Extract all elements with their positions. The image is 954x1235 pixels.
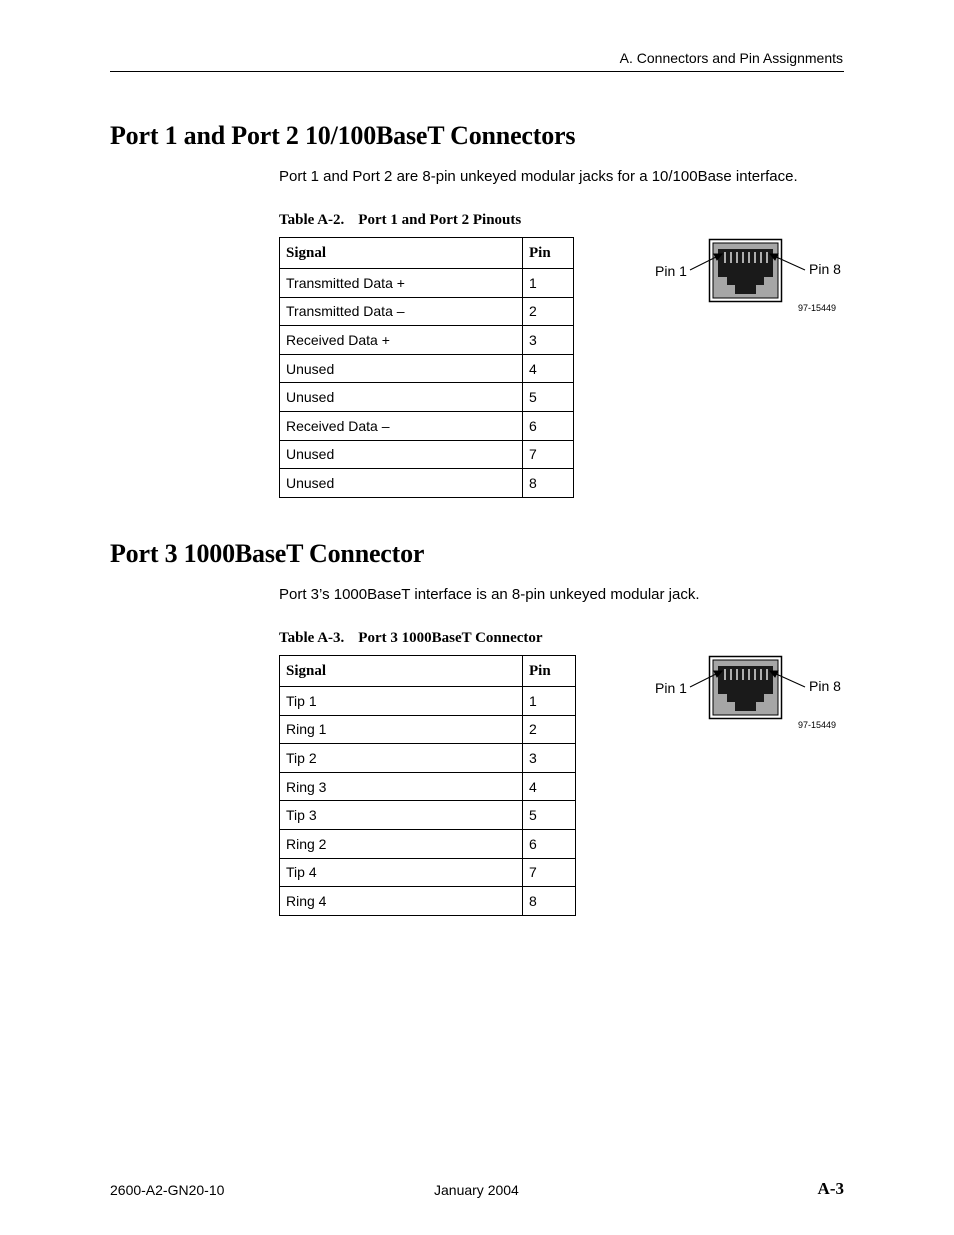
column-header-signal: Signal: [280, 238, 523, 269]
signal-cell: Received Data –: [280, 411, 523, 440]
pin-cell: 4: [523, 354, 574, 383]
table-row: [280, 326, 574, 355]
table-caption-title: Port 1 and Port 2 Pinouts: [358, 212, 522, 228]
footer-date: January 2004: [434, 1182, 519, 1198]
signal-cell: Tip 3: [280, 801, 523, 830]
table-row: [280, 297, 574, 326]
column-header-signal: Signal: [280, 656, 523, 687]
pin-cell: 7: [523, 858, 576, 887]
table-row: [280, 440, 574, 469]
pin-cell: 2: [523, 297, 574, 326]
signal-cell: Transmitted Data +: [280, 269, 523, 298]
signal-cell: Unused: [280, 440, 523, 469]
signal-cell: Tip 1: [280, 687, 523, 716]
pin-cell: 7: [523, 440, 574, 469]
section-title-port1-port2: Port 1 and Port 2 10/100BaseT Connectors: [110, 121, 576, 150]
section-title-port3: Port 3 1000BaseT Connector: [110, 539, 425, 568]
signal-cell: Received Data +: [280, 326, 523, 355]
table-row: [280, 887, 576, 916]
table-caption-number: Table A-2.: [279, 212, 345, 228]
pinout-table-a2: [279, 237, 574, 498]
pin-cell: 2: [523, 715, 576, 744]
column-header-pin: Pin: [523, 656, 576, 687]
table-row: [280, 829, 576, 858]
footer-page-number: A-3: [817, 1179, 844, 1198]
table-caption-number: Table A-3.: [279, 630, 345, 646]
figure-id: 97-15449: [798, 720, 837, 730]
pin-cell: 5: [523, 801, 576, 830]
figure-id: 97-15449: [798, 303, 837, 313]
section-intro-port1-port2: Port 1 and Port 2 are 8-pin unkeyed modular jacks for a 10/100Base interface.: [279, 168, 798, 185]
pin-cell: 8: [523, 887, 576, 916]
signal-cell: Ring 4: [280, 887, 523, 916]
pin-cell: 5: [523, 383, 574, 412]
table-row: [280, 269, 574, 298]
pin1-label: Pin 1: [655, 680, 687, 696]
signal-cell: Unused: [280, 383, 523, 412]
signal-cell: Unused: [280, 354, 523, 383]
signal-cell: Tip 2: [280, 744, 523, 773]
table-row: [280, 687, 576, 716]
table-caption-a3: [279, 630, 543, 647]
pin1-label: Pin 1: [655, 263, 687, 279]
signal-cell: Unused: [280, 469, 523, 498]
pin-cell: 6: [523, 829, 576, 858]
signal-cell: Ring 1: [280, 715, 523, 744]
section-intro-port3: Port 3’s 1000BaseT interface is an 8-pin unkeyed modular jack.: [279, 586, 700, 603]
pin-cell: 3: [523, 744, 576, 773]
pin8-label: Pin 8: [809, 678, 841, 694]
table-row: [280, 772, 576, 801]
pin-cell: 1: [523, 269, 574, 298]
running-header: A. Connectors and Pin Assignments: [619, 50, 843, 66]
signal-cell: Ring 2: [280, 829, 523, 858]
rj45-jack-figure-port3: [640, 653, 850, 738]
signal-cell: Transmitted Data –: [280, 297, 523, 326]
signal-cell: Ring 3: [280, 772, 523, 801]
pin-cell: 6: [523, 411, 574, 440]
table-row: [280, 469, 574, 498]
table-row: [280, 354, 574, 383]
table-row: [280, 858, 576, 887]
table-row: [280, 744, 576, 773]
table-caption-a2: [279, 212, 521, 229]
pin-cell: 8: [523, 469, 574, 498]
header-rule: [110, 71, 844, 72]
pin-cell: 1: [523, 687, 576, 716]
table-header-row: [280, 656, 576, 687]
pin-cell: 4: [523, 772, 576, 801]
pin8-label: Pin 8: [809, 261, 841, 277]
footer-doc-number: 2600-A2-GN20-10: [110, 1182, 225, 1198]
table-row: [280, 715, 576, 744]
pinout-table-a3: [279, 655, 576, 916]
signal-cell: Tip 4: [280, 858, 523, 887]
table-row: [280, 383, 574, 412]
table-row: [280, 411, 574, 440]
column-header-pin: Pin: [523, 238, 574, 269]
table-header-row: [280, 238, 574, 269]
pin-cell: 3: [523, 326, 574, 355]
rj45-jack-figure-port1-port2: [640, 236, 850, 321]
table-caption-title: Port 3 1000BaseT Connector: [358, 630, 543, 646]
table-row: [280, 801, 576, 830]
